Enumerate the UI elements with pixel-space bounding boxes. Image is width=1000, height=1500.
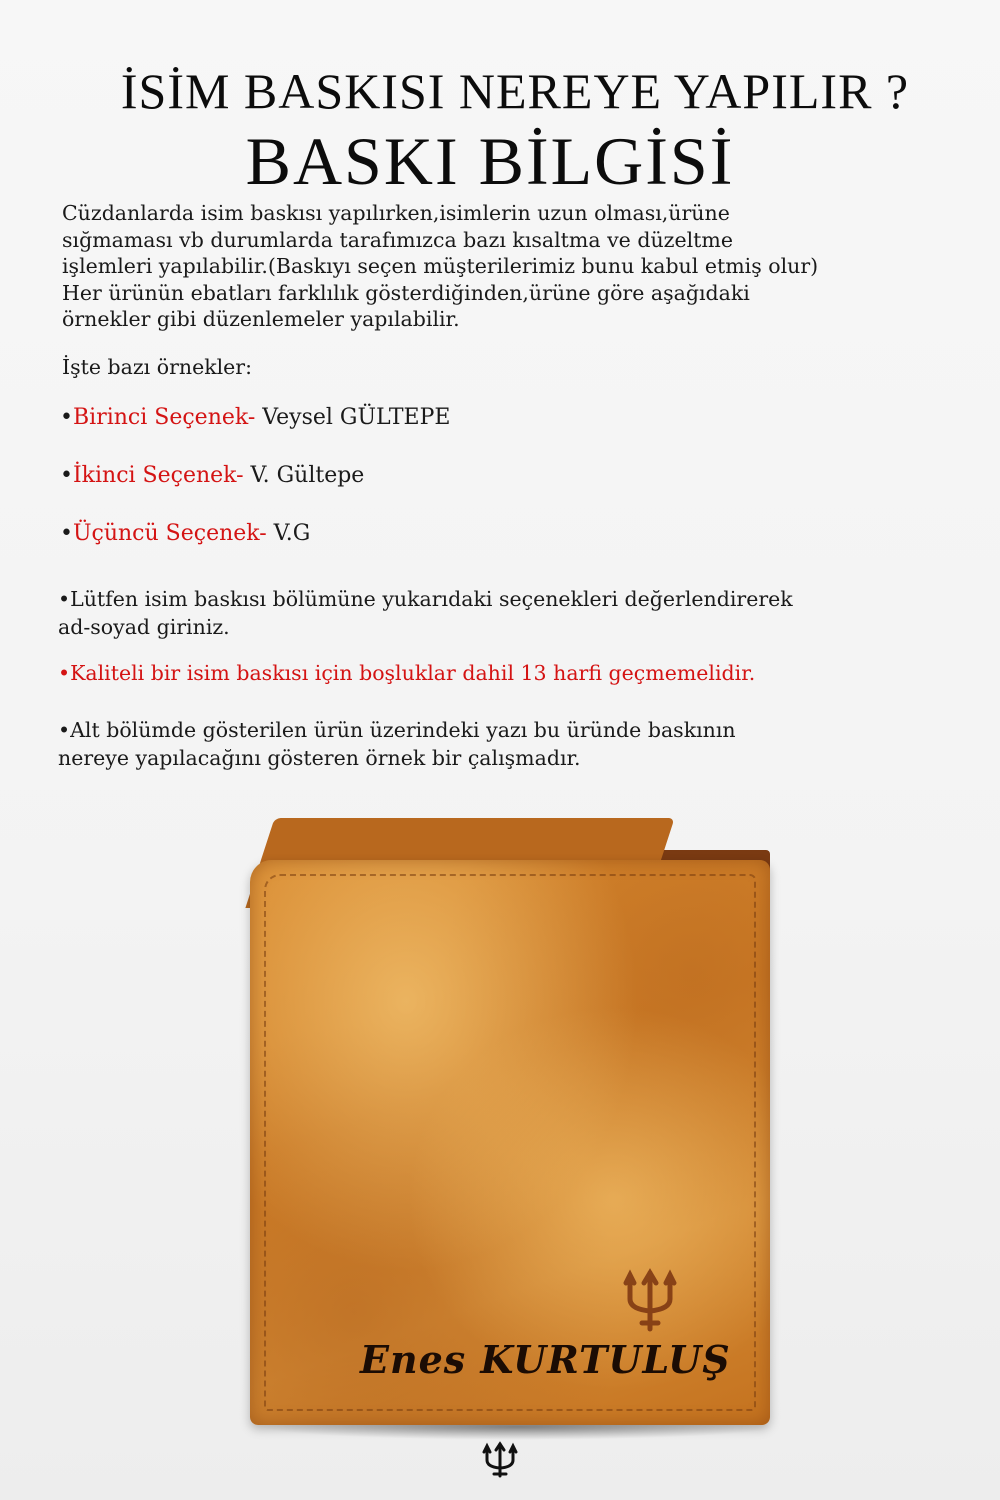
intro-line: Her ürünün ebatları farklılık gösterdiğinden,ürüne göre aşağıdaki: [62, 280, 750, 305]
note-line: •Lütfen isim baskısı bölümüne yukarıdaki seçenekleri değerlendirerek: [58, 587, 793, 611]
option-label: Birinci Seçenek-: [72, 405, 256, 430]
page-title-line2: BASKI BİLGİSİ: [245, 123, 735, 199]
note-line: •Alt bölümde gösterilen ürün üzerindeki yazı bu üründe baskının: [58, 718, 736, 742]
option-value: V. Gültepe: [243, 463, 365, 488]
wallet-front-cover: [250, 860, 770, 1425]
note-character-limit: •Kaliteli bir isim baskısı için boşluklar dahil 13 harfi geçmemelidir.: [58, 661, 756, 685]
engraved-name: Enes KURTULUŞ: [360, 1337, 731, 1382]
trident-logo-icon: [480, 1440, 520, 1480]
wallet-product-image: [240, 810, 780, 1440]
option-value: Veysel GÜLTEPE: [255, 405, 451, 430]
intro-line: örnekler gibi düzenlemeler yapılabilir.: [62, 307, 460, 331]
page-title-line1: İSİM BASKISI NEREYE YAPILIR ?: [120, 63, 910, 119]
bullet: •: [60, 405, 73, 430]
option-label: İkinci Seçenek-: [72, 463, 244, 488]
note-enter-name: [58, 585, 958, 641]
trident-icon: [618, 1265, 682, 1335]
intro-paragraph: [62, 200, 962, 333]
option-value: V.G: [266, 521, 311, 546]
option-third: [60, 521, 310, 546]
intro-line: sığmaması vb durumlarda tarafımızca bazı kısaltma ve düzeltme: [62, 227, 733, 252]
bullet: •: [60, 463, 73, 488]
bullet: •: [60, 521, 73, 546]
note-sample-placement: [58, 716, 958, 772]
wallet-stitching: [264, 874, 756, 1411]
intro-line: Cüzdanlarda isim baskısı yapılırken,isimlerin uzun olması,ürüne: [62, 201, 730, 225]
note-line: ad-soyad giriniz.: [58, 615, 230, 639]
option-second: [60, 463, 364, 488]
examples-label: İşte bazı örnekler:: [62, 355, 253, 379]
note-line: nereye yapılacağını gösteren örnek bir çalışmadır.: [58, 746, 581, 770]
intro-line: işlemleri yapılabilir.(Baskıyı seçen müşterilerimiz bunu kabul etmiş olur): [62, 254, 819, 278]
option-label: Üçüncü Seçenek-: [72, 521, 267, 546]
option-first: [60, 405, 450, 430]
